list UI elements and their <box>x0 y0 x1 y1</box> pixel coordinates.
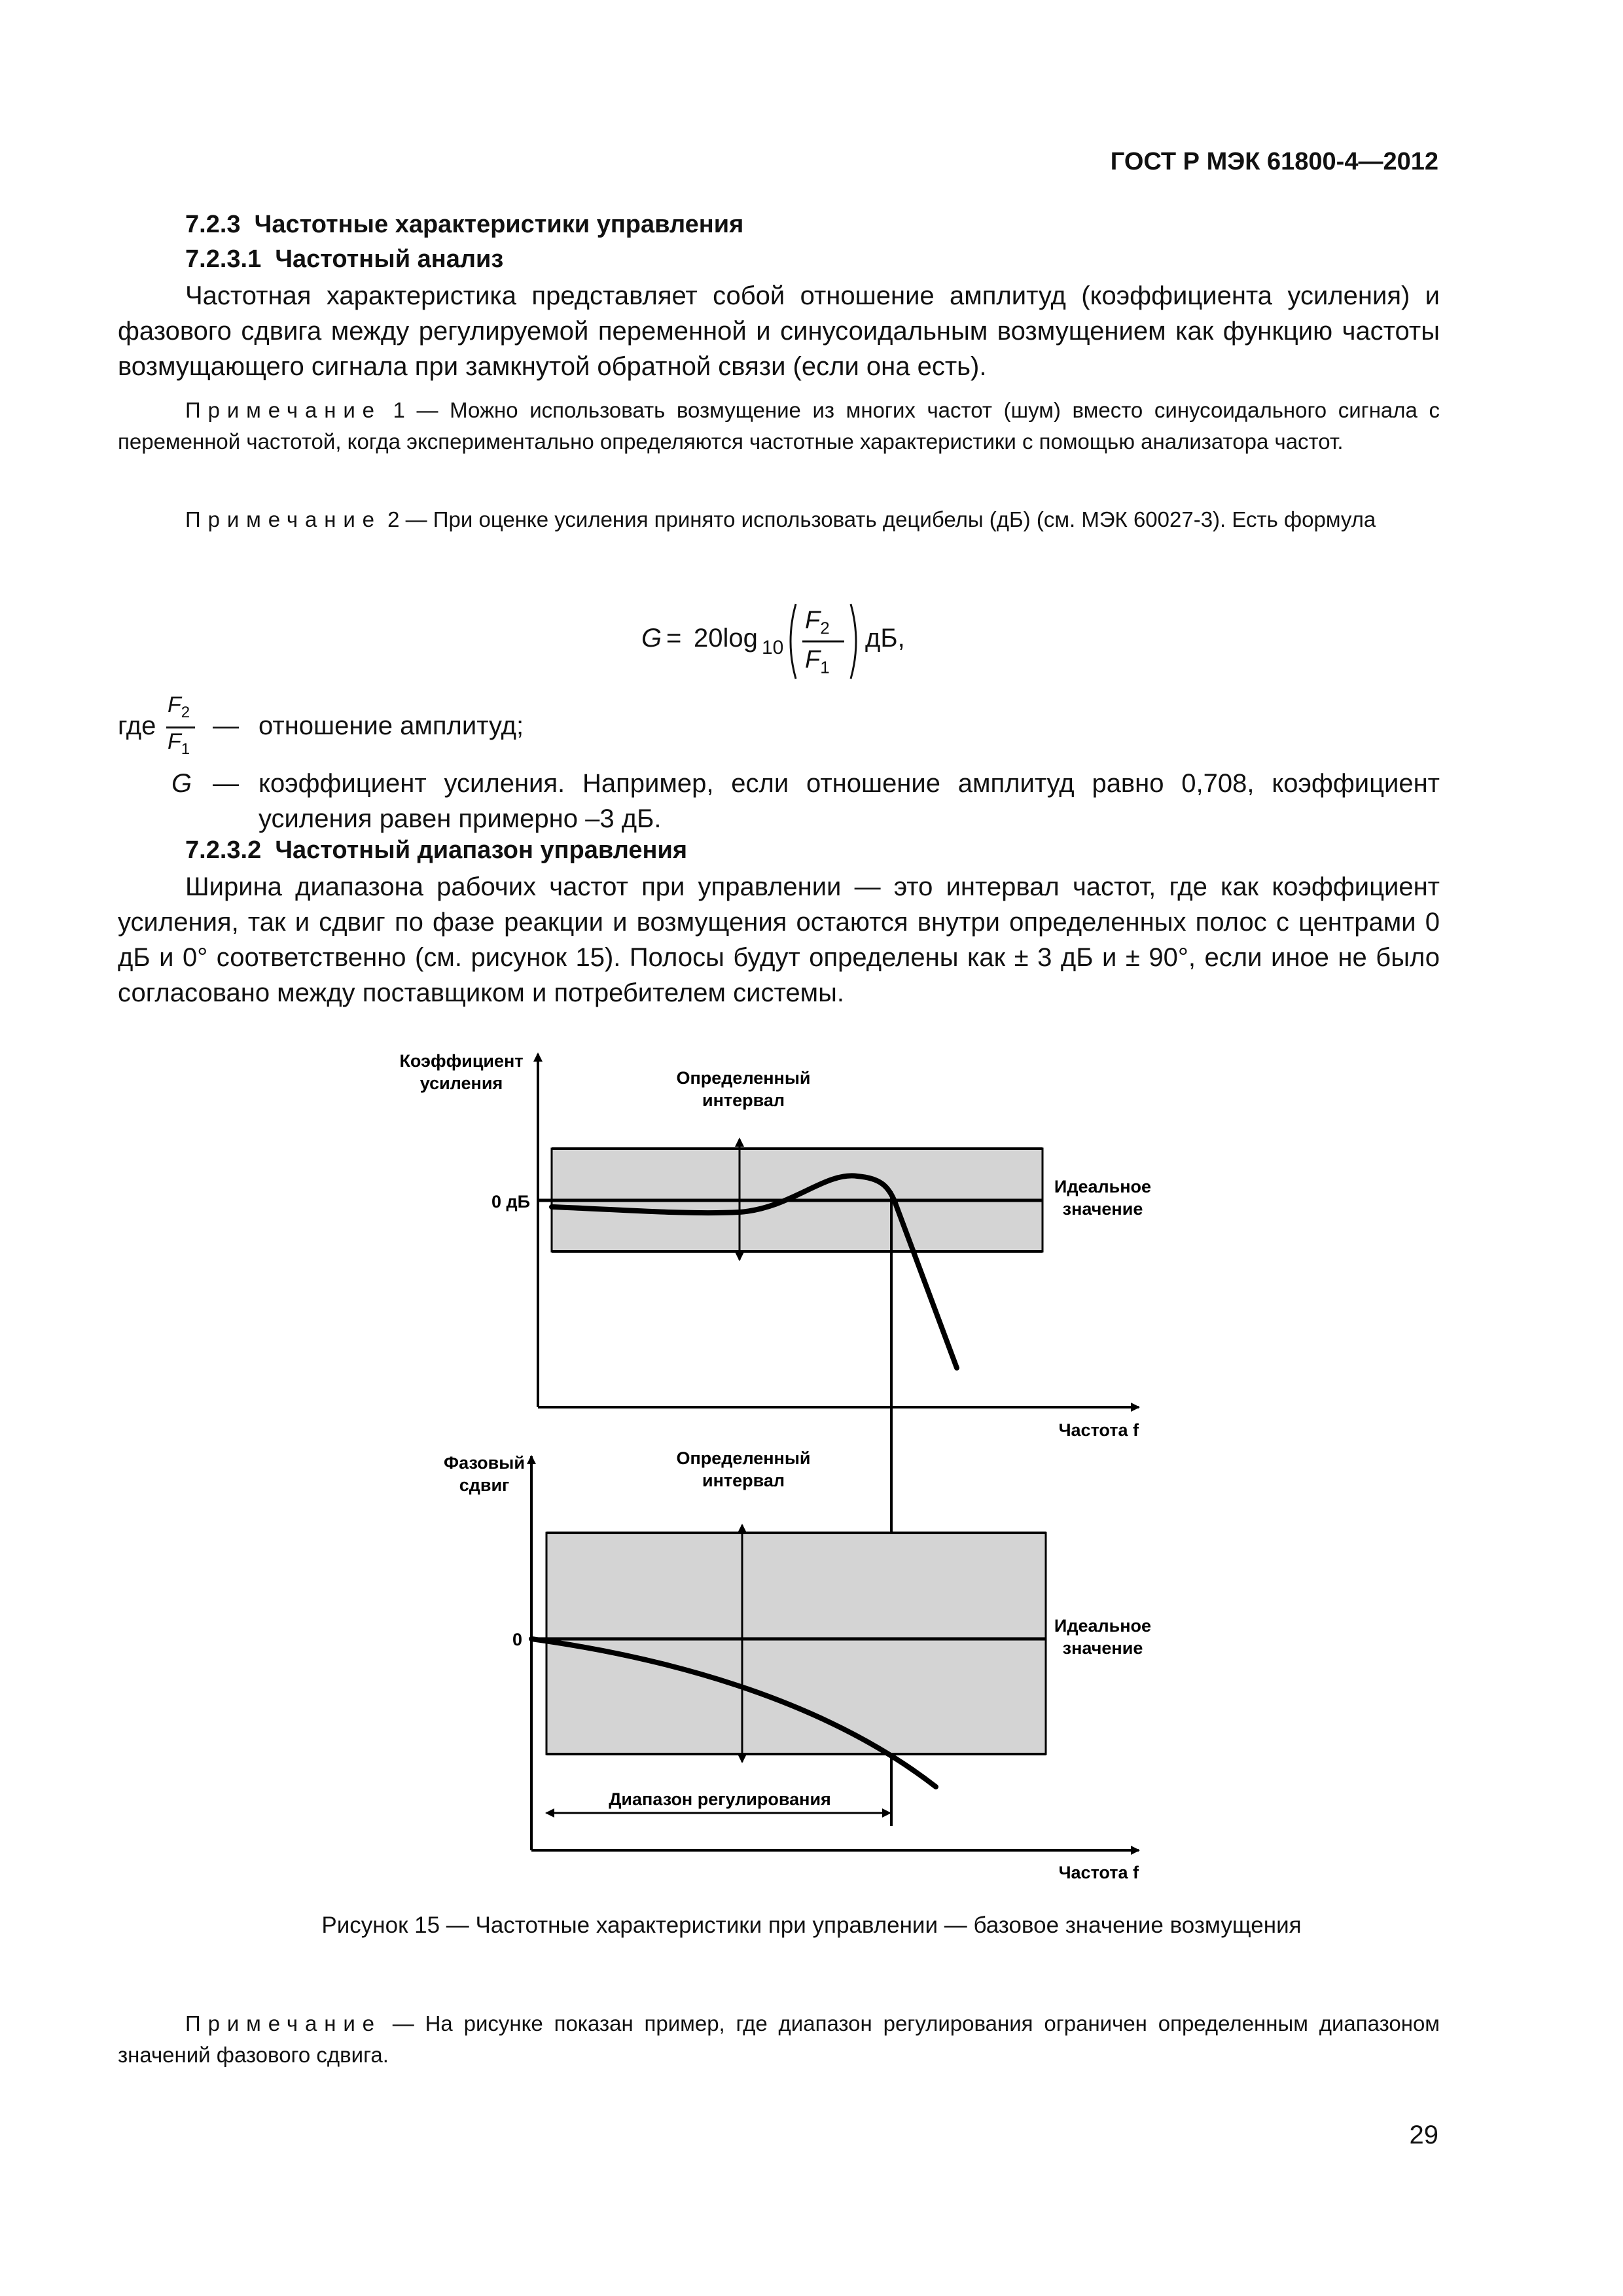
note-text: — На рисунке показан пример, где диапазон регулирования ограничен определенным диапазоном значений фазового сдвига. <box>118 2011 1440 2067</box>
section-number: 7.2.3.2 <box>185 836 262 864</box>
gain-x-label: Частота f <box>1058 1420 1139 1440</box>
phase-ideal-label-line2: значение <box>1062 1638 1143 1658</box>
note-2 <box>118 504 1440 535</box>
figure-caption: Рисунок 15 — Частотные характеристики при управлении — базовое значение возмущения <box>321 1912 1302 1938</box>
gain-formula <box>641 592 916 691</box>
definition-dash: — <box>213 769 239 798</box>
where-word: где <box>118 711 156 740</box>
phase-x-label: Частота f <box>1058 1863 1139 1882</box>
section-title: Частотные характеристики управления <box>254 211 744 238</box>
gain-zero-tick: 0 дБ <box>491 1192 530 1211</box>
gain-band-label-line2: интервал <box>702 1090 785 1110</box>
note-1 <box>118 395 1440 457</box>
ratio-fraction <box>162 692 202 764</box>
section-number: 7.2.3.1 <box>185 245 262 273</box>
definition-ratio: отношение амплитуд; <box>259 711 524 740</box>
note-number: 1 <box>393 398 405 422</box>
document-header: ГОСТ Р МЭК 61800-4—2012 <box>1110 148 1438 175</box>
note-text: — Можно использовать возмущение из многих частот (шум) вместо синусоидального сигнала с переменной частотой, когда экспериментально определяются частотные характеристики с помощью анализатора частот. <box>118 398 1440 454</box>
formula-numerator: $F_2$ <box>805 607 830 638</box>
section-heading-723 <box>185 211 743 239</box>
paragraph-frequency-analysis: Частотная характеристика представляет собой отношение амплитуд (коэффициента усиления) и фазового сдвига между регулируемой переменной и синусоидальным возмущением как функцию частоты возмущающего сигнала при замкнутой обратной связи (если она есть). <box>118 281 1440 381</box>
phase-ideal-label-line1: Идеальное <box>1054 1616 1152 1636</box>
formula-equals: = <box>666 624 682 653</box>
formula-denominator: $F_1$ <box>805 646 830 677</box>
section-heading-7232 <box>185 836 687 865</box>
formula-lhs: G <box>641 624 662 653</box>
formula-coefficient: 20log <box>694 624 758 653</box>
section-heading-7231 <box>185 245 503 274</box>
gain-y-label-line1: Коэффициент <box>399 1051 524 1071</box>
definition-dash: — <box>213 711 239 740</box>
phase-band-label-line1: Определенный <box>676 1448 811 1468</box>
ratio-numerator: $F_2$ <box>168 692 190 721</box>
note-label: Примечание <box>185 507 382 531</box>
phase-y-label-line2: сдвиг <box>459 1475 510 1495</box>
phase-y-label-line1: Фазовый <box>444 1453 525 1473</box>
gain-ideal-label-line2: значение <box>1062 1199 1143 1219</box>
formula-log-base: 10 <box>762 637 784 658</box>
note-text: — При оценке усиления принято использовать децибелы (дБ) (см. МЭК 60027-3). Есть формула <box>405 507 1376 531</box>
phase-tolerance-band <box>546 1533 1046 1754</box>
definition-gain: коэффициент усиления. Например, если отношение амплитуд равно 0,708, коэффициент усиления равен примерно –3 дБ. <box>259 769 1440 833</box>
gain-band-label-line1: Определенный <box>676 1068 811 1088</box>
phase-zero-tick: 0 <box>512 1630 522 1649</box>
note-label: Примечание <box>185 2011 382 2036</box>
fraction-bar <box>166 726 195 728</box>
figure-15-diagram <box>366 1034 1178 1885</box>
note-number: 2 <box>387 507 400 531</box>
gain-ideal-label-line1: Идеальное <box>1054 1177 1152 1196</box>
gain-y-label-line2: усиления <box>419 1073 503 1093</box>
definition-symbol-g: G <box>171 769 192 798</box>
section-number: 7.2.3 <box>185 211 241 238</box>
page-number: 29 <box>1409 2121 1438 2149</box>
note-label: Примечание <box>185 398 382 422</box>
phase-band-label-line2: интервал <box>702 1471 785 1490</box>
note-figure <box>118 2008 1440 2071</box>
control-range-label: Диапазон регулирования <box>609 1789 831 1809</box>
ratio-denominator: $F_1$ <box>168 729 190 758</box>
section-title: Частотный анализ <box>275 245 504 273</box>
formula-unit: дБ, <box>865 624 905 653</box>
section-title: Частотный диапазон управления <box>275 836 687 864</box>
paragraph-frequency-range: Ширина диапазона рабочих частот при управлении — это интервал частот, где как коэффициент усиления, так и сдвиг по фазе реакции и возмущения остаются внутри определенных полос с центрами 0 дБ и 0° соответственно (см. рисунок 15). Полосы будут определены как ± 3 дБ и ± 90°, если иное не было согласовано между поставщиком и потребителем системы. <box>118 872 1440 1007</box>
